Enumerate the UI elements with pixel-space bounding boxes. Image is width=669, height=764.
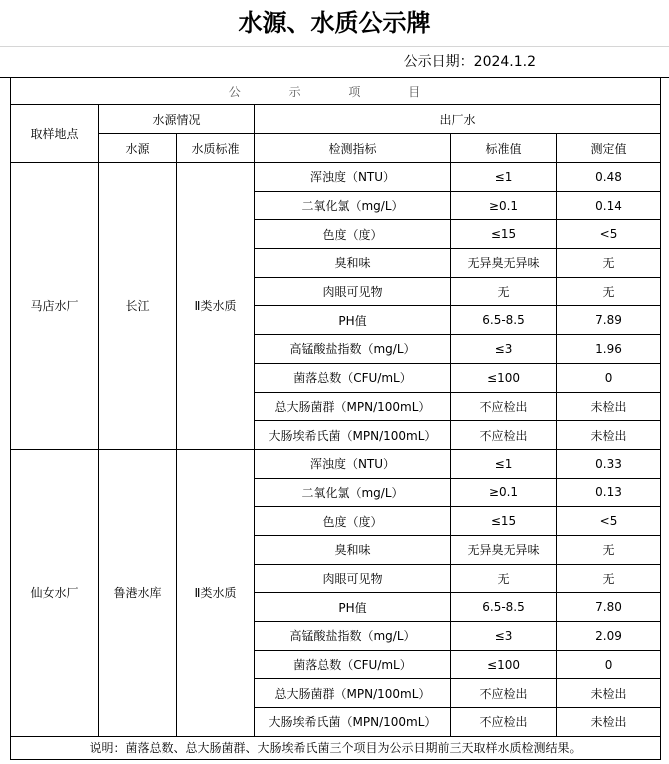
- indicator-cell: 色度（度）: [255, 220, 451, 249]
- header-water-source-info: 水源情况: [99, 105, 255, 134]
- measured-value-cell: 无: [557, 249, 661, 278]
- indicator-cell: 总大肠菌群（MPN/100mL）: [255, 679, 451, 708]
- indicator-cell: 大肠埃希氏菌（MPN/100mL）: [255, 421, 451, 450]
- plant-quality-standard: Ⅱ类水质: [177, 449, 255, 736]
- standard-value-cell: 无异臭无异味: [451, 535, 557, 564]
- standard-value-cell: 不应检出: [451, 708, 557, 737]
- header-sampling-site: 取样地点: [11, 105, 99, 163]
- standard-value-cell: ≤100: [451, 363, 557, 392]
- measured-value-cell: 0.14: [557, 191, 661, 220]
- standard-value-cell: ≥0.1: [451, 191, 557, 220]
- indicator-cell: 二氧化氯（mg/L）: [255, 478, 451, 507]
- header-plant-water: 出厂水: [255, 105, 661, 134]
- indicator-cell: 浑浊度（NTU）: [255, 449, 451, 478]
- indicator-cell: 大肠埃希氏菌（MPN/100mL）: [255, 708, 451, 737]
- plant-quality-standard: Ⅱ类水质: [177, 163, 255, 450]
- standard-value-cell: ≤1: [451, 163, 557, 192]
- standard-value-cell: 不应检出: [451, 679, 557, 708]
- publish-date: 公示日期：2024.1.2: [403, 54, 536, 70]
- standard-value-cell: ≤1: [451, 449, 557, 478]
- measured-value-cell: <5: [557, 507, 661, 536]
- standard-value-cell: ≤15: [451, 507, 557, 536]
- measured-value-cell: 无: [557, 535, 661, 564]
- measured-value-cell: 无: [557, 277, 661, 306]
- standard-value-cell: ≤3: [451, 335, 557, 364]
- measured-value-cell: 未检出: [557, 679, 661, 708]
- plant-site: 仙女水厂: [11, 449, 99, 736]
- measured-value-cell: 7.80: [557, 593, 661, 622]
- standard-value-cell: 不应检出: [451, 392, 557, 421]
- table-row: [11, 449, 661, 478]
- measured-value-cell: 0.48: [557, 163, 661, 192]
- measured-value-cell: 1.96: [557, 335, 661, 364]
- standard-value-cell: ≥0.1: [451, 478, 557, 507]
- banner-publicity-items: 公 示 项 目: [11, 78, 661, 105]
- plant-source: 长江: [99, 163, 177, 450]
- plant-site: 马店水厂: [11, 163, 99, 450]
- indicator-cell: 高锰酸盐指数（mg/L）: [255, 622, 451, 651]
- indicator-cell: 肉眼可见物: [255, 564, 451, 593]
- measured-value-cell: 未检出: [557, 421, 661, 450]
- header-measured-value: 测定值: [557, 134, 661, 163]
- measured-value-cell: 未检出: [557, 708, 661, 737]
- date-row: [0, 47, 669, 78]
- indicator-cell: 色度（度）: [255, 507, 451, 536]
- indicator-cell: 二氧化氯（mg/L）: [255, 191, 451, 220]
- standard-value-cell: 6.5-8.5: [451, 593, 557, 622]
- indicator-cell: 臭和味: [255, 535, 451, 564]
- indicator-cell: 臭和味: [255, 249, 451, 278]
- indicator-cell: 总大肠菌群（MPN/100mL）: [255, 392, 451, 421]
- measured-value-cell: <5: [557, 220, 661, 249]
- standard-value-cell: 无异臭无异味: [451, 249, 557, 278]
- indicator-cell: 浑浊度（NTU）: [255, 163, 451, 192]
- indicator-cell: 菌落总数（CFU/mL）: [255, 363, 451, 392]
- measured-value-cell: 0: [557, 650, 661, 679]
- standard-value-cell: ≤100: [451, 650, 557, 679]
- header-standard-value: 标准值: [451, 134, 557, 163]
- footnote: 说明：菌落总数、总大肠菌群、大肠埃希氏菌三个项目为公示日期前三天取样水质检测结果。: [11, 736, 661, 759]
- standard-value-cell: ≤3: [451, 622, 557, 651]
- page-title: 水源、水质公示牌: [0, 0, 669, 47]
- measured-value-cell: 2.09: [557, 622, 661, 651]
- standard-value-cell: 6.5-8.5: [451, 306, 557, 335]
- plant-source: 鲁港水库: [99, 449, 177, 736]
- measured-value-cell: 未检出: [557, 392, 661, 421]
- measured-value-cell: 7.89: [557, 306, 661, 335]
- measured-value-cell: 0.33: [557, 449, 661, 478]
- standard-value-cell: 无: [451, 564, 557, 593]
- indicator-cell: 菌落总数（CFU/mL）: [255, 650, 451, 679]
- indicator-cell: PH值: [255, 593, 451, 622]
- header-indicator: 检测指标: [255, 134, 451, 163]
- measured-value-cell: 无: [557, 564, 661, 593]
- table-row: [11, 163, 661, 192]
- indicator-cell: PH值: [255, 306, 451, 335]
- header-source: 水源: [99, 134, 177, 163]
- standard-value-cell: 不应检出: [451, 421, 557, 450]
- standard-value-cell: 无: [451, 277, 557, 306]
- measured-value-cell: 0: [557, 363, 661, 392]
- standard-value-cell: ≤15: [451, 220, 557, 249]
- header-quality-standard: 水质标准: [177, 134, 255, 163]
- indicator-cell: 高锰酸盐指数（mg/L）: [255, 335, 451, 364]
- indicator-cell: 肉眼可见物: [255, 277, 451, 306]
- measured-value-cell: 0.13: [557, 478, 661, 507]
- water-quality-table: [10, 77, 661, 760]
